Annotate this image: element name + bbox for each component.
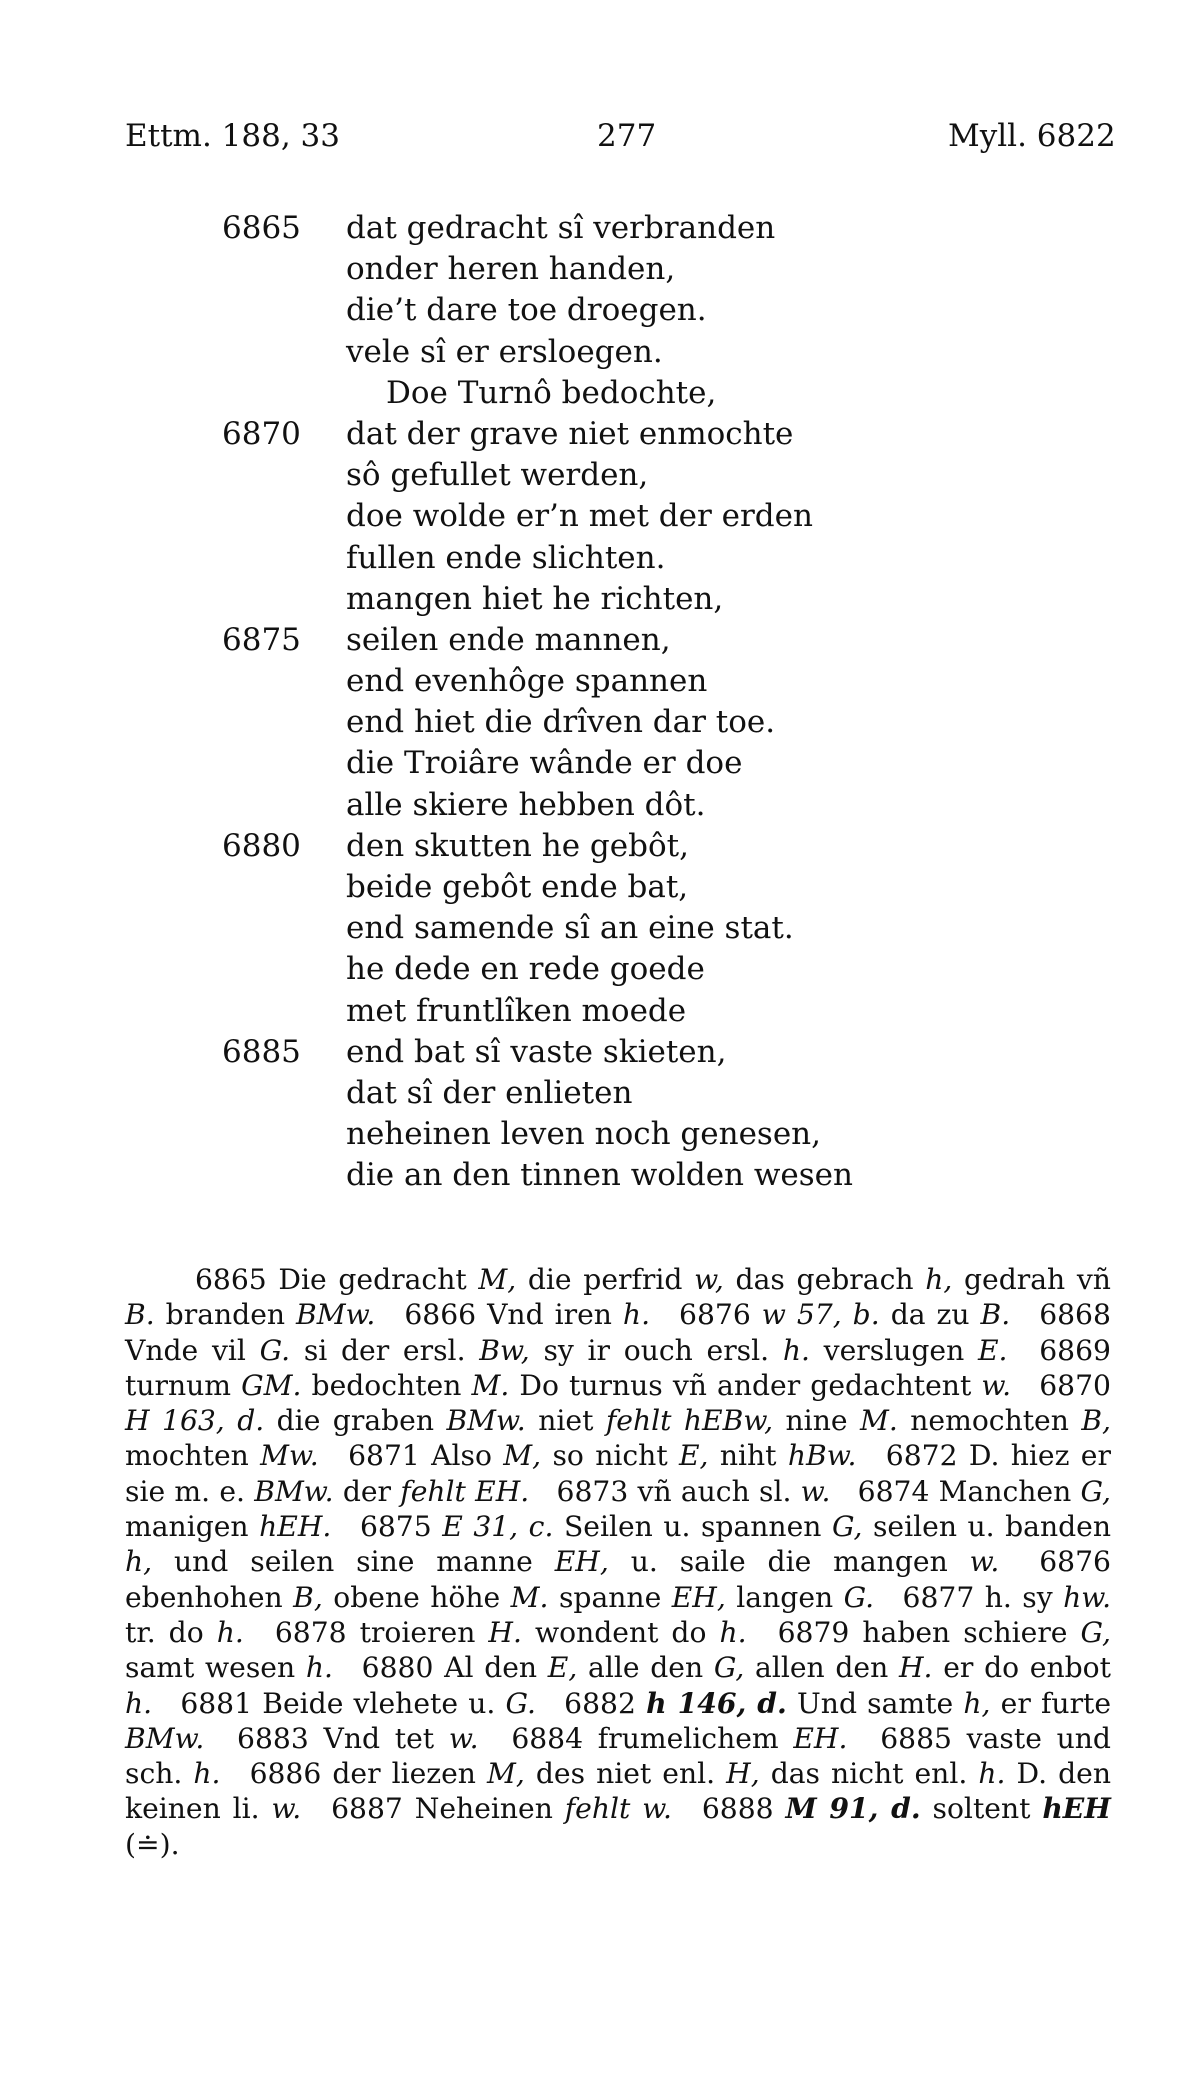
note-6880: 6880 Al den E, alle den G, allen den H. er do enbot h. [125,1651,1111,1720]
verse-line [0,991,1200,1032]
note-6881: 6881 Beide vlehete u. G. [180,1686,536,1720]
verse-text: onder heren handen, [346,251,676,288]
header-right-reference: Myll. 6822 [948,118,1116,154]
note-6870: 6870 H 163, d. die graben BMw. niet fehlt hEBw, nine M. nemochten B, mochten Mw. [125,1368,1112,1473]
note-6876-w: 6876 w 57, b. da zu B. [679,1298,1011,1332]
verse-text: dat gedracht sî verbranden [346,210,776,246]
note-6887: 6887 Neheinen fehlt w. [331,1792,672,1826]
line-number: 6880 [222,827,301,864]
verse-text: dat sî der enlieten [346,1074,633,1111]
note-6866: 6866 Vnd iren h. [404,1298,651,1332]
header-left-reference: Ettm. 188, 33 [125,118,340,154]
verse-text: die’t dare toe droegen. [346,292,707,329]
verse-line [0,949,1200,990]
note-6876: 6876 ebenhohen B, obene höhe M. spanne EH, langen G. [125,1545,1111,1614]
verse-line [0,908,1200,949]
verse-line [0,1073,1200,1114]
verse-line [0,1114,1200,1155]
verse-line [0,579,1200,620]
verse-text: die Troiâre wânde er doe [346,745,743,782]
verse-line [0,867,1200,908]
line-number: 6870 [222,415,301,452]
verse-text: neheinen leven noch genesen, [346,1116,821,1153]
line-number: 6885 [222,1033,301,1070]
note-6882: 6882 h 146, d. Und samte h, er furte BMw. [125,1686,1112,1755]
verse-line [0,538,1200,579]
note-6871: 6871 Also M, so nicht E, niht hBw. [348,1439,857,1473]
verse-text: fullen ende slichten. [346,539,666,576]
note-6877: 6877 h. sy hw. tr. do h. [125,1580,1112,1649]
note-6885: 6885 vaste und sch. h. [125,1721,1111,1791]
note-6888: 6888 M 91, d. soltent hEH (≐). [125,1792,1111,1861]
verse-line [0,414,1200,455]
verse-text: met fruntlîken moede [346,992,687,1029]
line-number: 6875 [222,621,301,658]
note-6883: 6883 Vnd tet w. [237,1721,479,1755]
verse-text: sô gefullet werden, [346,457,649,494]
verse-line [0,702,1200,743]
verse-text: seilen ende mannen, [346,621,671,658]
note-6886: 6886 der liezen M, des niet enl. H, das nicht enl. h. D. den keinen li. w. [125,1757,1111,1826]
verse-text: end evenhôge spannen [346,663,708,700]
note-6873: 6873 vñ auch sl. w. [556,1474,831,1508]
verse-line [0,1155,1200,1196]
verse-text: dat der grave niet enmochte [346,415,794,452]
line-number: 6865 [222,210,301,246]
note-6879: 6879 haben schiere G, samt wesen h. [125,1615,1111,1685]
critical-apparatus [125,1262,1111,1862]
verse-text: alle skiere hebben dôt. [346,786,706,823]
verse-line [0,496,1200,537]
verse-line [0,373,1200,414]
verse-text: die an den tinnen wolden wesen [346,1157,853,1194]
verse-text: he dede en rede goede [346,951,705,988]
note-6875: 6875 E 31, c. Seilen u. spannen G, seilen u. banden h, und seilen sine manne EH, u. saile die mangen w. [125,1510,1112,1579]
page-number: 277 [597,118,657,154]
verse-text: mangen hiet he richten, [346,580,724,617]
note-6865: 6865 Die gedracht M, die perfrid w, das gebrach h, gedrah vñ B. branden BMw. [125,1263,1111,1332]
verse-line [0,332,1200,373]
note-6884: 6884 frumelichem EH. [511,1721,848,1755]
running-header [0,118,1200,158]
note-6869: 6869 turnum GM. bedochten M. Do turnus vñ ander gedachtent w. [125,1333,1111,1402]
verse-text: beide gebôt ende bat, [346,869,689,905]
verse-line [0,249,1200,290]
verse-text: Doe Turnô bedochte, [386,374,717,411]
verse-line [0,743,1200,784]
verse-line [0,785,1200,826]
verse-line [0,290,1200,331]
verse-line [0,455,1200,496]
verse-text: vele sî er ersloegen. [346,333,663,370]
verse-text: den skutten he gebôt, [346,827,689,864]
verse-line [0,826,1200,867]
note-6874: 6874 Manchen G, manigen hEH. [125,1474,1112,1544]
verse-line [0,620,1200,661]
note-6872: 6872 D. hiez er sie m. e. BMw. der fehlt EH. [125,1439,1111,1508]
note-6878: 6878 troieren H. wondent do h. [274,1615,747,1649]
poem-text [0,208,1200,1197]
verse-text: end samende sî an eine stat. [346,910,794,947]
verse-line [0,1032,1200,1073]
apparatus-paragraph [125,1262,1111,1862]
verse-text: end hiet die drîven dar toe. [346,704,776,741]
verse-text: doe wolde er’n met der erden [346,498,813,535]
verse-line [0,208,1200,249]
verse-text: end bat sî vaste skieten, [346,1033,727,1070]
verse-line [0,661,1200,702]
note-6868: 6868 Vnde vil G. si der ersl. Bw, sy ir ouch ersl. h. verslugen E. [125,1298,1111,1367]
